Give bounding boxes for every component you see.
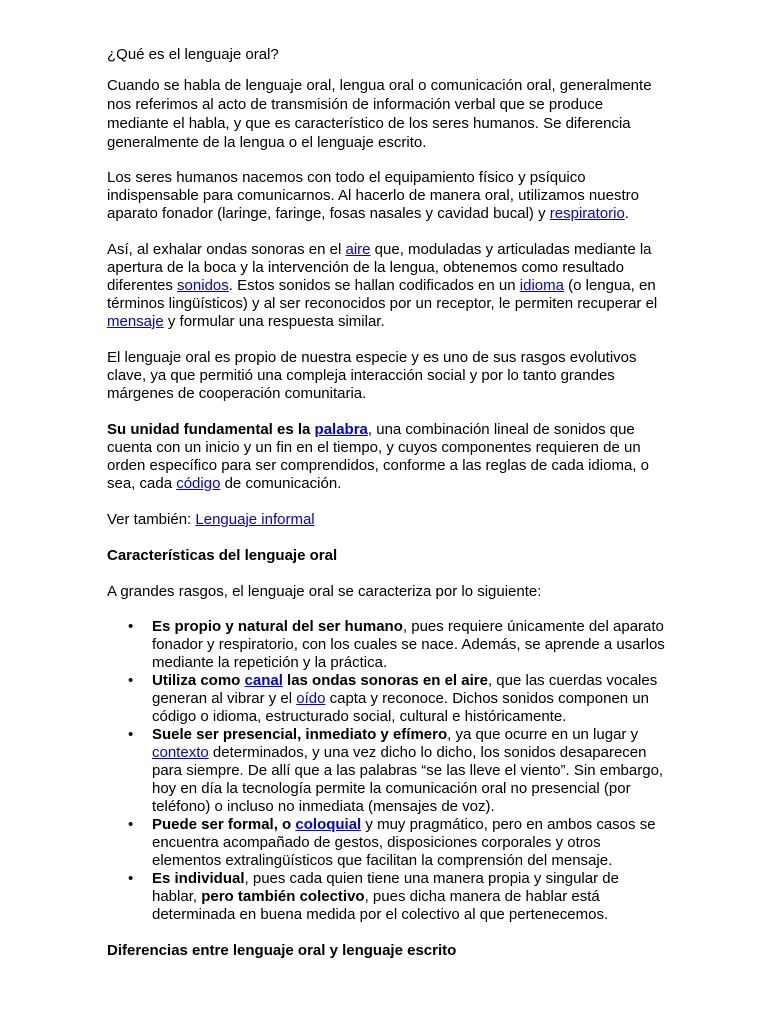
link-idioma[interactable]: idioma	[519, 277, 564, 294]
link-respiratorio[interactable]: respiratorio	[549, 205, 625, 222]
paragraph-fundamental-unit: Su unidad fundamental es la palabra, una combinación lineal de sonidos que cuenta con un inicio y un fin en el tiempo, y cuyos componentes requieren de un orden específico para ser comprendidos, conforme a las reglas de cada idioma, o sea, cada código de comunicación.	[107, 421, 649, 492]
link-codigo[interactable]: código	[176, 475, 221, 492]
characteristics-list	[107, 618, 667, 924]
link-aire[interactable]: aire	[345, 241, 371, 258]
list-item: • Es propio y natural del ser humano, pues requiere únicamente del aparato fonador y respiratorio, con los cuales se nace. Además, se aprende a usarlos mediante la repetición y la práctica.	[128, 618, 665, 671]
link-canal[interactable]: canal	[244, 672, 283, 689]
link-oido[interactable]: oído	[296, 690, 326, 707]
paragraph-equipment: Los seres humanos nacemos con todo el equipamiento físico y psíquico indispensable para comunicarnos. Al hacerlo de manera oral, utilizamos nuestro aparato fonador (laringe, faringe, fosas nasales y cavidad bucal) y respiratorio.	[107, 169, 639, 222]
bullet-icon: •	[128, 618, 134, 635]
document-body	[107, 46, 667, 960]
link-palabra[interactable]: palabra	[314, 421, 368, 438]
bullet-icon: •	[128, 816, 134, 833]
link-coloquial[interactable]: coloquial	[295, 816, 362, 833]
link-contexto[interactable]: contexto	[152, 744, 209, 761]
paragraph-species: El lenguaje oral es propio de nuestra especie y es uno de sus rasgos evolutivos clave, ya que permitió una compleja interacción social y por lo tanto grandes márgenes de cooperación comunitaria.	[107, 349, 637, 402]
bullet-icon: •	[128, 672, 134, 689]
link-sonidos[interactable]: sonidos	[177, 277, 229, 294]
see-also: Ver también: Lenguaje informal	[107, 511, 315, 528]
list-item: • Suele ser presencial, inmediato y efímero, ya que ocurre en un lugar y contexto determinados, y una vez dicho lo dicho, los sonidos desaparecen para siempre. De allí que a las palabras “se las lleve el viento”. Sin embargo, hoy en día la tecnología permite la comunicación oral no presencial (por teléfono) o incluso no inmediata (mensajes de voz).	[128, 726, 664, 815]
paragraph-sound-waves: Así, al exhalar ondas sonoras en el aire que, moduladas y articuladas mediante la apertura de la boca y la intervención de la lengua, obtenemos como resultado diferentes sonidos. Estos sonidos se hallan codificados en un idioma (o lengua, en términos lingüísticos) y al ser reconocidos por un receptor, le permiten recuperar el mensaje y formular una respuesta similar.	[107, 241, 658, 330]
intro-paragraph: Cuando se habla de lenguaje oral, lengua oral o comunicación oral, generalmente nos referimos al acto de transmisión de información verbal que se produce mediante el habla, y que es característico de los seres humanos. Se diferencia generalmente de la lengua o el lenguaje escrito.	[107, 77, 652, 151]
paragraph-rasgos: A grandes rasgos, el lenguaje oral se caracteriza por lo siguiente:	[107, 583, 542, 600]
link-lenguaje-informal[interactable]: Lenguaje informal	[195, 511, 315, 528]
list-item: • Utiliza como canal las ondas sonoras en el aire, que las cuerdas vocales generan al vibrar y el oído capta y reconoce. Dichos sonidos componen un código o idioma, estructurado social, cultural e históricamente.	[128, 672, 658, 725]
list-item: • Es individual, pues cada quien tiene una manera propia y singular de hablar, pero también colectivo, pues dicha manera de hablar está determinada en buena medida por el colectivo al que pertenecemos.	[128, 870, 619, 923]
list-item: • Puede ser formal, o coloquial y muy pragmático, pero en ambos casos se encuentra acompañado de gestos, disposiciones corporales y otros elementos extralingüísticos que facilitan la comprensión del mensaje.	[128, 816, 656, 869]
link-mensaje[interactable]: mensaje	[107, 313, 164, 330]
document-title: ¿Qué es el lenguaje oral?	[107, 46, 279, 63]
bullet-icon: •	[128, 870, 134, 887]
heading-caracteristicas: Características del lenguaje oral	[107, 547, 338, 564]
heading-diferencias: Diferencias entre lenguaje oral y lenguaje escrito	[107, 942, 457, 959]
bullet-icon: •	[128, 726, 134, 743]
